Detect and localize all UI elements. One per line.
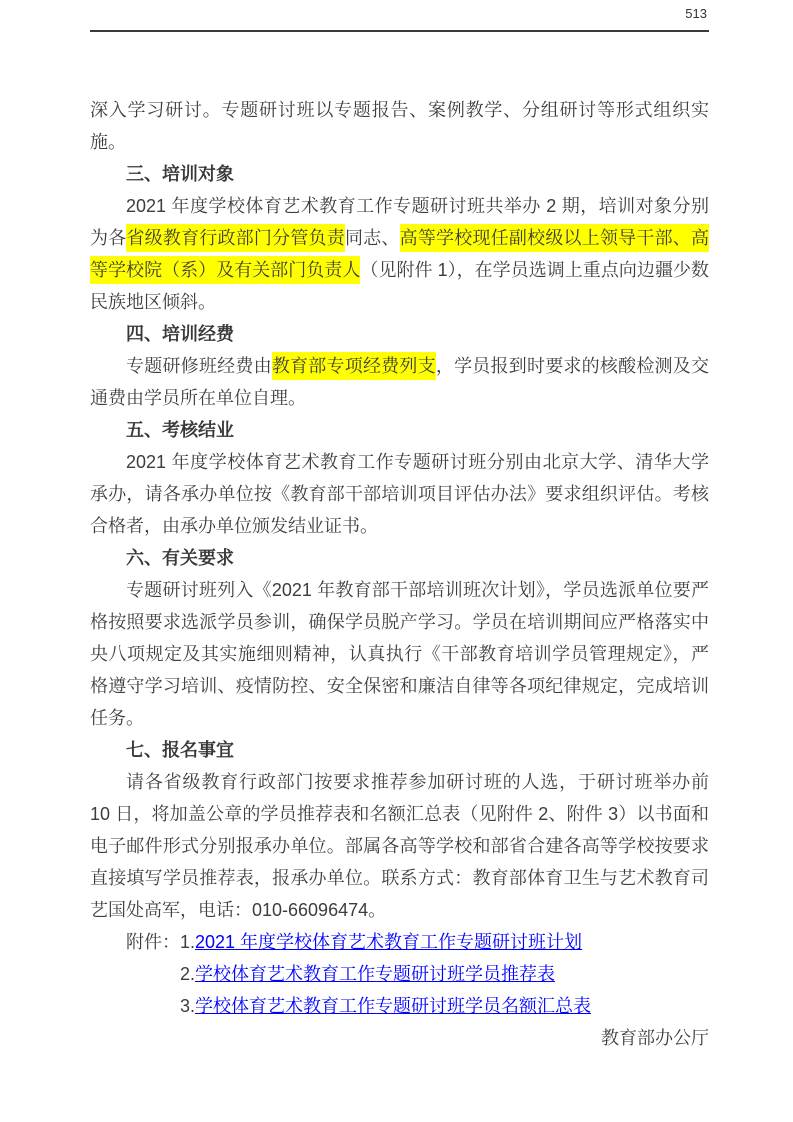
attachment-number-3: 3.	[180, 996, 196, 1016]
paragraph-assessment: 2021 年度学校体育艺术教育工作专题研讨班分别由北京大学、清华大学承办，请各承办单位按《教育部干部培训项目评估办法》要求组织评估。考核合格者，由承办单位颁发结业证书。	[90, 452, 709, 536]
paragraph-training-target	[90, 190, 709, 318]
continued-paragraph: 深入学习研讨。专题研讨班以专题报告、案例教学、分组研讨等形式组织实施。	[90, 100, 709, 152]
text-segment: 专题研修班经费由	[126, 356, 272, 376]
attachment-line-2	[126, 958, 709, 990]
heading-training-fund: 四、培训经费	[126, 324, 234, 344]
header-divider	[90, 30, 709, 32]
paragraph-training-fund	[90, 350, 709, 414]
heading-registration: 七、报名事宜	[126, 740, 234, 760]
attachment-number-1: 1.	[180, 932, 196, 952]
heading-requirements: 六、有关要求	[126, 548, 234, 568]
attachment-link-quota-summary[interactable]: 学校体育艺术教育工作专题研讨班学员名额汇总表	[195, 996, 592, 1016]
attachment-line-3	[126, 990, 709, 1022]
highlight-provincial-officials: 省级教育行政部门分管负责	[126, 224, 345, 252]
attachment-link-plan[interactable]: 2021 年度学校体育艺术教育工作专题研讨班计划	[195, 932, 583, 952]
text-segment: ，学员报到时要求的核酸检测及交通费由学员所在单位自理。	[90, 356, 710, 408]
attachment-number-2: 2.	[180, 964, 196, 984]
attachment-label: 附件：	[126, 932, 180, 952]
attachment-line-1	[126, 926, 709, 958]
attachment-link-recommendation-form[interactable]: 学校体育艺术教育工作专题研讨班学员推荐表	[195, 964, 556, 984]
paragraph-registration: 请各省级教育行政部门按要求推荐参加研讨班的人选，于研讨班举办前 10 日，将加盖公章的学员推荐表和名额汇总表（见附件 2、附件 3）以书面和电子邮件形式分别报承办单位。部属各高等学校和部省合建各高等学校按要求直接填写学员推荐表，报承办单位。联系方式：教育部体育卫生与艺术教育司艺国处高军，电话：010-66096474。	[90, 772, 709, 920]
text-segment: （见附件 1），在学员选调上重点向边疆少数民族地区倾斜。	[90, 260, 709, 312]
attachments-block	[90, 926, 709, 1022]
highlight-university-leaders: 高等学校现任副校级以上领导干部、高等学校院（系）及有关部门负责人	[90, 224, 709, 284]
page-number: 513	[685, 6, 707, 21]
document-body	[90, 94, 709, 1054]
paragraph-requirements: 专题研讨班列入《2021 年教育部干部培训班次计划》，学员选派单位要严格按照要求选派学员参训，确保学员脱产学习。学员在培训期间应严格落实中央八项规定及其实施细则精神，认真执行《干部教育培训学员管理规定》，严格遵守学习培训、疫情防控、安全保密和廉洁自律等各项纪律规定，完成培训任务。	[90, 580, 709, 728]
heading-training-target: 三、培训对象	[126, 164, 234, 184]
heading-assessment: 五、考核结业	[126, 420, 234, 440]
signature-issuer: 教育部办公厅	[601, 1028, 709, 1048]
highlight-moe-special-fund: 教育部专项经费列支	[272, 352, 436, 380]
text-segment: 2021 年度学校体育艺术教育工作专题研讨班共举办 2 期，培训对象分别为各	[90, 196, 709, 248]
text-segment: 同志、	[344, 228, 400, 248]
